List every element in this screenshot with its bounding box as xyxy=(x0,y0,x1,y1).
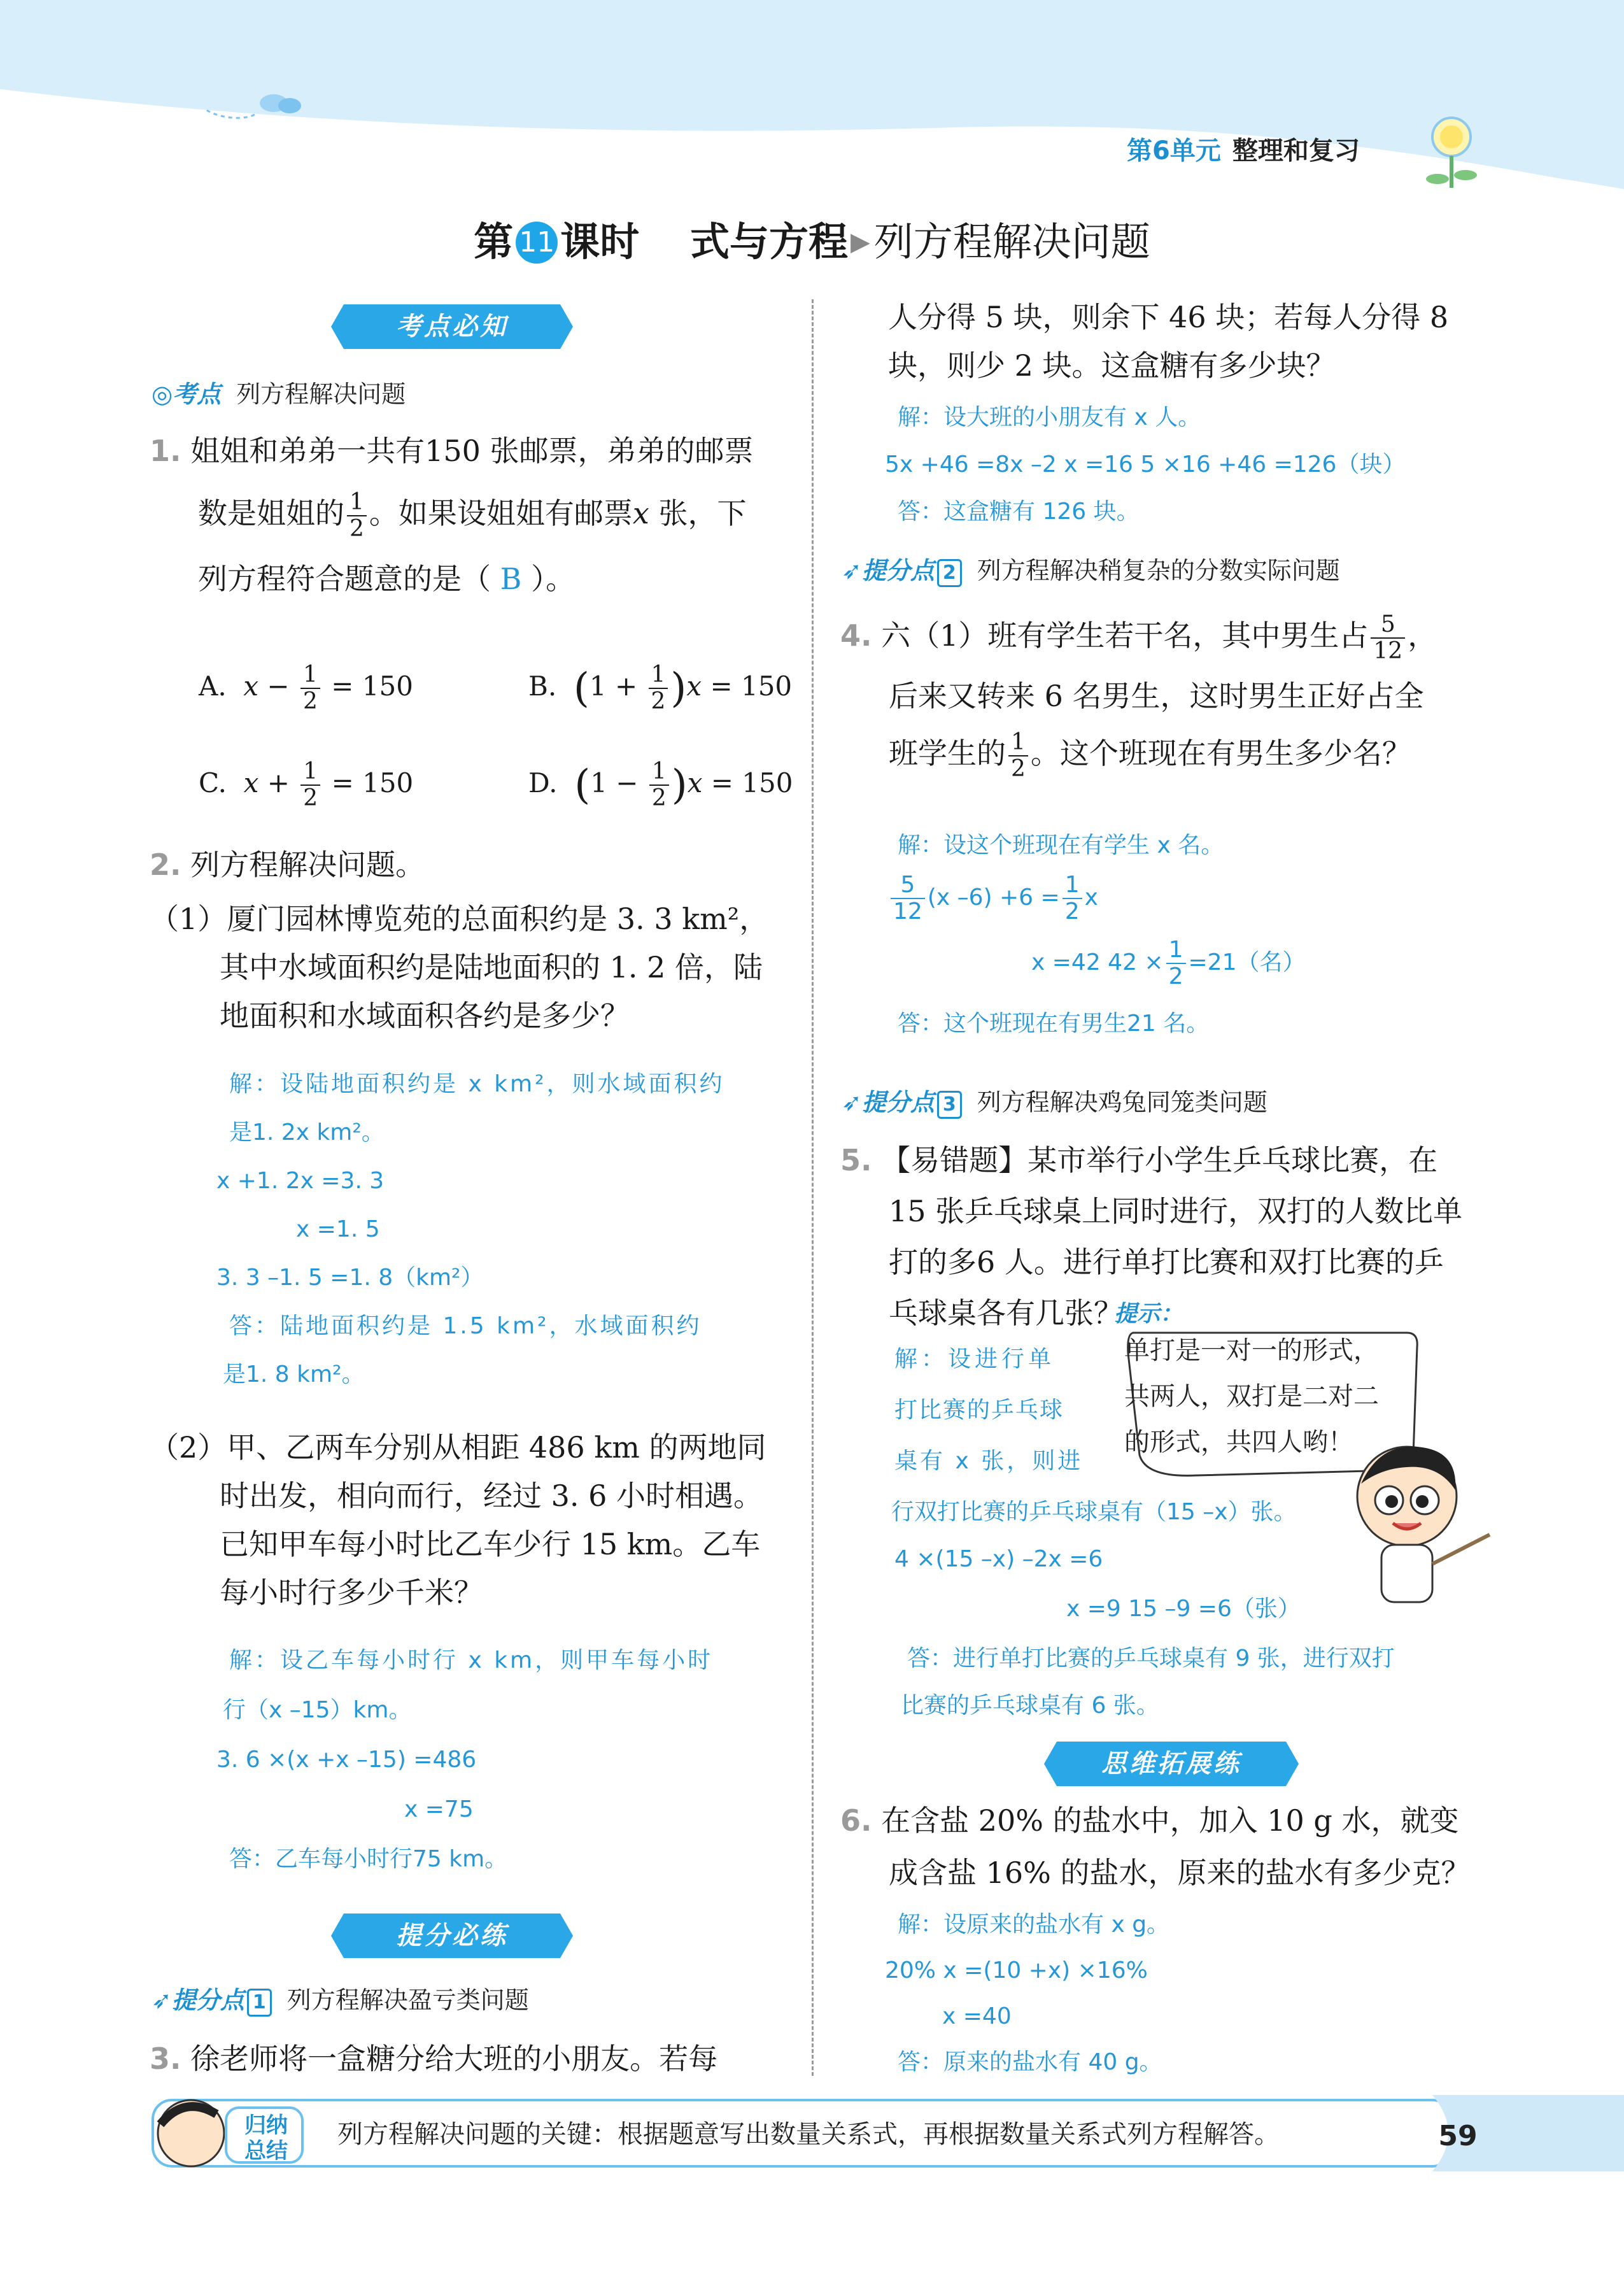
option-c: C. x + $\frac{1}{2}$ = 150 xyxy=(199,758,414,811)
q3-line2: 人分得 5 块，则余下 46 块；若每人分得 8 xyxy=(888,300,1449,334)
question-3-continued xyxy=(888,293,1525,390)
q2p2-line2: 时出发，相向而行，经过 3. 6 小时相遇。 xyxy=(220,1479,763,1513)
title-subtopic: 列方程解决问题 xyxy=(873,218,1150,265)
lesson-number-badge: 11 xyxy=(516,222,558,264)
question-2-part-1 xyxy=(150,895,799,1040)
frac-den: 12 xyxy=(893,898,922,925)
tifen-1-heading xyxy=(152,1980,529,2017)
banner-tifen xyxy=(331,1913,573,1958)
option-label: A. xyxy=(199,671,227,702)
q2p1-line1: 厦门园林博览苑的总面积约是 3. 3 km²， xyxy=(227,902,769,936)
unit-title: 整理和复习 xyxy=(1232,136,1360,166)
q6-line1: 在含盐 20% 的盐水中，加入 10 g 水，就变 xyxy=(881,1803,1459,1838)
q4-line2: 后来又转来 6 名男生，这时男生正好占全 xyxy=(889,679,1424,713)
tifen-3-heading xyxy=(842,1083,1267,1119)
frac-num: 1 xyxy=(1166,937,1186,964)
answer-line: 桌有 x 张，则进 xyxy=(894,1448,1084,1474)
fraction xyxy=(1166,937,1186,990)
q3-line1: 徐老师将一盒糖分给大班的小朋友。若每 xyxy=(190,2041,718,2076)
q1-line2d: 张，下 xyxy=(658,496,747,530)
answer-line: 3. 3 –1. 5 =1. 8（km²） xyxy=(216,1265,484,1291)
answer-part: =21（名） xyxy=(1188,949,1306,976)
answer-line: 比赛的乒乓球桌有 6 张。 xyxy=(901,1693,1159,1719)
question-number: 2. xyxy=(150,848,181,882)
banner-label: 思维拓展练 xyxy=(1101,1749,1241,1778)
hint-label: 提示： xyxy=(1114,1301,1183,1327)
fraction xyxy=(649,662,668,714)
q6-answer xyxy=(885,1907,1170,2080)
answer-line: 解：设陆地面积约是 x km²，则水域面积约 xyxy=(229,1071,725,1097)
answer-line: 解：设这个班现在有学生 x 名。 xyxy=(898,832,1224,858)
tifen-text: 列方程解决盈亏类问题 xyxy=(286,1986,529,2014)
q4-line3a: 班学生的 xyxy=(889,736,1006,770)
answer-line: 行（x –15）km。 xyxy=(223,1697,412,1723)
frac-den: 12 xyxy=(1373,638,1403,664)
part-label: （2） xyxy=(150,1430,227,1465)
part-label: （1） xyxy=(150,902,227,936)
answer-line: 行双打比赛的乒乓球桌有（15 –x）张。 xyxy=(891,1499,1297,1525)
q5-line1: 【易错题】某市举行小学生乒乓球比赛，在 xyxy=(881,1143,1438,1177)
q4-comma: ， xyxy=(1408,618,1437,653)
tifen-number: 1 xyxy=(247,1989,272,2017)
fraction xyxy=(891,872,925,925)
question-number: 3. xyxy=(150,2041,181,2076)
question-number: 5. xyxy=(840,1143,872,1177)
equation-rhs: = 150 xyxy=(331,671,413,702)
triangle-arrow-icon: ▶ xyxy=(850,227,870,257)
answer-line: 是1. 8 km²。 xyxy=(223,1361,365,1388)
answer-line: 答：陆地面积约是 1.5 km²，水域面积约 xyxy=(229,1313,702,1339)
frac-num: 1 xyxy=(649,662,668,689)
answer-line: 解：设原来的盐水有 x g。 xyxy=(898,1912,1170,1938)
tifen-tag: 提分点 xyxy=(861,1088,935,1116)
banner-label: 考点必知 xyxy=(396,312,508,341)
q5-line2: 15 张乒乓球桌上同时进行，双打的人数比单 xyxy=(889,1194,1463,1228)
question-number: 6. xyxy=(840,1803,872,1838)
fraction xyxy=(300,662,320,714)
q4-answer xyxy=(893,828,1306,1042)
kaodian-text: 列方程解决问题 xyxy=(236,380,406,408)
answer-part: x =42 42 × xyxy=(1031,949,1164,976)
frac-den: 2 xyxy=(350,516,364,542)
q2-text: 列方程解决问题。 xyxy=(190,848,425,882)
frac-num: 1 xyxy=(1063,872,1082,899)
q2p2-line1: 甲、乙两车分别从相距 486 km 的两地同 xyxy=(227,1430,766,1465)
frac-den: 2 xyxy=(651,688,666,714)
banner-siwei xyxy=(1044,1742,1286,1786)
q2p2-line4: 每小时行多少千米？ xyxy=(220,1575,483,1610)
answer-line: x =9 15 –9 =6（张） xyxy=(1066,1596,1301,1622)
equation-rhs: = 150 xyxy=(710,767,793,799)
lesson-title xyxy=(0,210,1624,267)
hint-line: 的形式，共四人哟！ xyxy=(1124,1428,1353,1457)
rocket-icon: ➶ xyxy=(842,557,862,585)
fraction xyxy=(1063,872,1082,925)
page-number: 59 xyxy=(1438,2120,1478,2152)
q2p2-answer xyxy=(216,1643,714,1877)
frac-den: 2 xyxy=(302,688,318,714)
answer-line: 解：设大班的小朋友有 x 人。 xyxy=(898,404,1201,430)
q4-line3b: 。这个班现在有男生多少名？ xyxy=(1030,736,1411,770)
q3-answer xyxy=(885,400,1406,530)
frac-num: 1 xyxy=(649,759,669,786)
q5-answer xyxy=(891,1334,1395,1724)
q1-line3a: 列方程符合题意的是（ xyxy=(198,562,491,596)
option-label: D. xyxy=(528,767,558,799)
rocket-icon: ➶ xyxy=(842,1088,862,1116)
answer-line: x =75 xyxy=(404,1796,474,1822)
frac-num: 1 xyxy=(300,662,320,689)
frac-num: 5 xyxy=(891,872,925,899)
option-b: B. (1 + $\frac{1}{2}$ )x = 150 xyxy=(528,662,793,714)
q3-line3: 块，则少 2 块。这盒糖有多少块？ xyxy=(888,348,1336,383)
question-6 xyxy=(840,1794,1502,1899)
unit-header xyxy=(1127,131,1360,167)
q5-line3: 打的多6 人。进行单打比赛和双打比赛的乒 xyxy=(889,1245,1444,1279)
answer-line: 答：这盒糖有 126 块。 xyxy=(898,499,1140,525)
tifen-text: 列方程解决鸡兔同笼类问题 xyxy=(977,1088,1267,1116)
fraction xyxy=(347,490,367,542)
answer-line: 解：设进行单 xyxy=(894,1346,1056,1372)
fraction xyxy=(649,759,669,811)
question-number: 4. xyxy=(840,618,872,653)
q1-line1: 姐姐和弟弟一共有150 张邮票，弟弟的邮票 xyxy=(190,434,754,468)
frac-num: 1 xyxy=(1008,730,1028,756)
frac-num: 1 xyxy=(347,490,367,516)
answer-line: 答：乙车每小时行75 km。 xyxy=(229,1846,508,1872)
q6-line2: 成含盐 16% 的盐水，原来的盐水有多少克？ xyxy=(889,1856,1471,1890)
q2p1-answer xyxy=(216,1067,725,1393)
kaodian-tag: 考点 xyxy=(173,380,222,408)
equation-rhs: = 150 xyxy=(710,671,793,702)
q1-answer: B xyxy=(500,562,522,596)
answer-line: 4 ×(15 –x) –2x =6 xyxy=(894,1546,1103,1572)
unit-number: 第6单元 xyxy=(1127,136,1221,166)
badge-line: 总结 xyxy=(244,2138,288,2164)
answer-line: x =40 xyxy=(942,2003,1012,2029)
question-number: 1. xyxy=(150,434,181,468)
title-post: 课时 xyxy=(560,218,640,265)
answer-line: 解：设乙车每小时行 x km，则甲车每小时 xyxy=(229,1647,714,1673)
rocket-icon: ➶ xyxy=(152,1986,172,2014)
answer-line: 答：这个班现在有男生21 名。 xyxy=(898,1011,1210,1037)
banner-kaodian xyxy=(331,304,573,349)
header-background xyxy=(0,0,1624,191)
q2p1-line2: 其中水域面积约是陆地面积的 1. 2 倍，陆 xyxy=(220,950,763,984)
fraction xyxy=(300,759,320,811)
q2p2-line3: 已知甲车每小时比乙车少行 15 km。乙车 xyxy=(220,1527,761,1561)
option-label: C. xyxy=(199,767,227,799)
fraction xyxy=(1371,612,1405,664)
answer-line: 3. 6 ×(x +x –15) =486 xyxy=(216,1747,477,1773)
title-topic: 式与方程 xyxy=(689,218,848,265)
tifen-tag: 提分点 xyxy=(861,557,935,585)
q1-var: x xyxy=(632,496,649,530)
summary-text: 列方程解决问题的关键：根据题意写出数量关系式，再根据数量关系式列方程解答。 xyxy=(337,2120,1280,2149)
q2p1-line3: 地面积和水域面积各约是多少？ xyxy=(220,998,630,1033)
frac-den: 2 xyxy=(651,785,667,811)
frac-num: 1 xyxy=(300,759,320,786)
target-icon: ◎ xyxy=(152,380,173,408)
hint-line: 单打是一对一的形式， xyxy=(1124,1336,1379,1365)
answer-line: 5x +46 =8x –2 x =16 5 ×16 +46 =126（块） xyxy=(885,451,1406,478)
q5-line4: 乓球桌各有几张？ xyxy=(889,1296,1123,1330)
option-a: A. x − $\frac{1}{2}$ = 150 xyxy=(199,662,413,714)
answer-line: 打比赛的乒乓球 xyxy=(894,1397,1064,1423)
tifen-tag: 提分点 xyxy=(171,1986,244,2014)
q1-line3b: ）。 xyxy=(531,562,575,596)
answer-line: 答：原来的盐水有 40 g。 xyxy=(898,2049,1162,2075)
q4-line1: 六（1）班有学生若干名，其中男生占 xyxy=(881,618,1369,653)
summary-footer xyxy=(210,2101,1451,2165)
tifen-number: 3 xyxy=(937,1091,962,1119)
answer-line: x +1. 2x =3. 3 xyxy=(216,1168,385,1194)
question-1 xyxy=(150,427,799,603)
question-2-part-2 xyxy=(150,1423,799,1617)
title-pre: 第 xyxy=(474,218,514,265)
tifen-number: 2 xyxy=(937,559,962,587)
badge-line: 归纳 xyxy=(244,2113,288,2138)
answer-line: x =1. 5 xyxy=(296,1216,380,1242)
frac-den: 2 xyxy=(1064,898,1080,925)
answer-line: 20% x =(10 +x) ×16% xyxy=(885,1957,1148,1984)
fraction xyxy=(1008,730,1028,782)
answer-line: 是1. 2x km²。 xyxy=(229,1119,385,1146)
option-label: B. xyxy=(528,671,557,702)
frac-num: 5 xyxy=(1371,612,1405,639)
tifen-2-heading xyxy=(842,551,1340,587)
column-divider xyxy=(812,299,814,2076)
q1-line2a: 数是姐姐的 xyxy=(198,496,344,530)
question-4 xyxy=(840,611,1502,782)
answer-part: (x –6) +6 = xyxy=(927,884,1060,911)
equation-rhs: = 150 xyxy=(331,767,414,799)
frac-den: 2 xyxy=(1168,963,1183,990)
question-3 xyxy=(150,2034,717,2083)
hint-line: 共两人，双打是二对二 xyxy=(1124,1382,1379,1411)
frac-den: 2 xyxy=(303,785,318,811)
q1-line2b: 。如果设姐姐有邮票 xyxy=(369,496,633,530)
frac-den: 2 xyxy=(1011,756,1026,782)
option-d: D. (1 − $\frac{1}{2}$ )x = 150 xyxy=(528,758,793,811)
answer-part: x xyxy=(1084,884,1098,911)
banner-label: 提分必练 xyxy=(396,1921,508,1950)
tifen-text: 列方程解决稍复杂的分数实际问题 xyxy=(977,557,1340,585)
question-2 xyxy=(150,841,425,889)
kaodian-heading xyxy=(152,374,406,409)
answer-line: 答：进行单打比赛的乒乓球桌有 9 张，进行双打 xyxy=(907,1645,1395,1672)
